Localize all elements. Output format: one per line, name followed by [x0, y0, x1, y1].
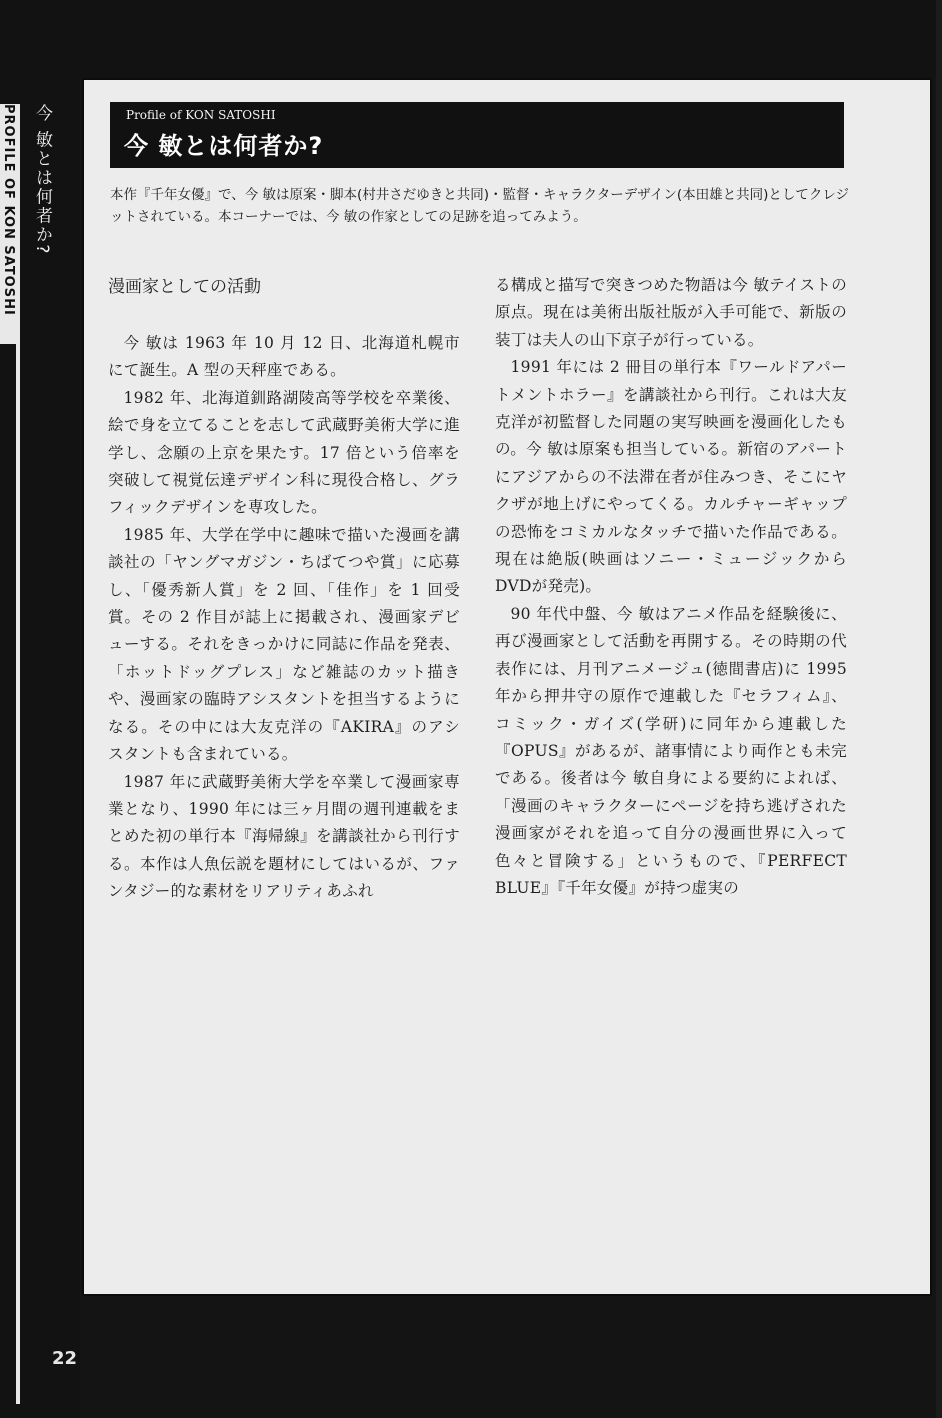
top-black-band — [0, 0, 942, 78]
section-heading: 漫画家としての活動 — [108, 277, 261, 297]
page-number: 22 — [52, 1348, 78, 1369]
side-vertical-title: 今 敏とは何者か? — [32, 104, 52, 256]
body-paragraph: 1982 年、北海道釧路湖陵高等学校を卒業後、絵で身を立てることを志して武蔵野美術大学に進学し、念願の上京を果たす。17 倍という倍率を突破して視覚伝達デザイン科に現役合格し、グラフィックデザインを専攻した。 — [108, 388, 460, 517]
right-edge-shadow — [936, 0, 942, 1418]
body-paragraph: 今 敏は 1963 年 10 月 12 日、北海道札幌市にて誕生。A 型の天秤座である。 — [108, 334, 460, 380]
page-title: 今 敏とは何者か? — [124, 132, 324, 160]
title-banner — [110, 102, 844, 168]
left-text-column — [108, 330, 460, 906]
right-text-column — [495, 272, 847, 902]
body-paragraph: る構成と描写で突きつめた物語は今 敏テイストの原点。現在は美術出版社版が入手可能で、新版の装丁は夫人の山下京子が行っている。 — [495, 276, 847, 349]
side-strip-label: PROFILE OF KON SATOSHI — [1, 104, 16, 316]
title-subtitle: Profile of KON SATOSHI — [126, 108, 276, 122]
body-paragraph: 1985 年、大学在学中に趣味で描いた漫画を講談社の「ヤングマガジン・ちばてつや賞」に応募し、「優秀新人賞」を 2 回、「佳作」を 1 回受賞。その 2 作目が誌上に掲載され、漫画家デビューする。それをきっかけに同誌に作品を発表、「ホットドッグプレス」など雑誌のカット描きや、漫画家の臨時アシスタントを担当するようになる。その中には大友克洋の『AKIRA』のアシスタントも含まれている。 — [108, 525, 460, 764]
side-divider-line — [16, 104, 20, 1404]
body-paragraph: 90 年代中盤、今 敏はアニメ作品を経験後に、再び漫画家として活動を再開する。その時期の代表作には、月刊アニメージュ(徳間書店)に 1995 年から押井守の原作で連載した『セラフィム』、コミック・ガイズ(学研)に同年から連載した『OPUS』があるが、諸事情により両作とも未完である。後者は今 敏自身による要約によれば、「漫画のキャラクターにページを持ち逃げされた漫画家がそれを追って自分の漫画世界に入って色々と冒険する」というもので、『PERFECT BLUE』『千年女優』が持つ虚実の — [495, 604, 847, 897]
body-paragraph: 1991 年には 2 冊目の単行本『ワールドアパートメントホラー』を講談社から刊行。これは大友克洋が初監督した同題の実写映画を漫画化したもの。今 敏は原案も担当している。新宿のアパートにアジアからの不法滞在者が住みつき、そこにヤクザが地上げにやってくる。カルチャーギャップの恐怖をコミカルなタッチで描いた作品である。現在は絶版(映画はソニー・ミュージックからDVDが発売)。 — [495, 358, 847, 596]
body-paragraph: 1987 年に武蔵野美術大学を卒業して漫画家専業となり、1990 年には三ヶ月間の週刊連載をまとめた初の単行本『海帰線』を講談社から刊行する。本作は人魚伝説を題材にしてはいるが、ファンタジー的な素材をリアリティあふれ — [108, 772, 460, 901]
lead-paragraph: 本作『千年女優』で、今 敏は原案・脚本(村井さだゆきと共同)・監督・キャラクターデザイン(本田雄と共同)としてクレジットされている。本コーナーでは、今 敏の作家としての足跡を追ってみよう。 — [110, 187, 850, 225]
